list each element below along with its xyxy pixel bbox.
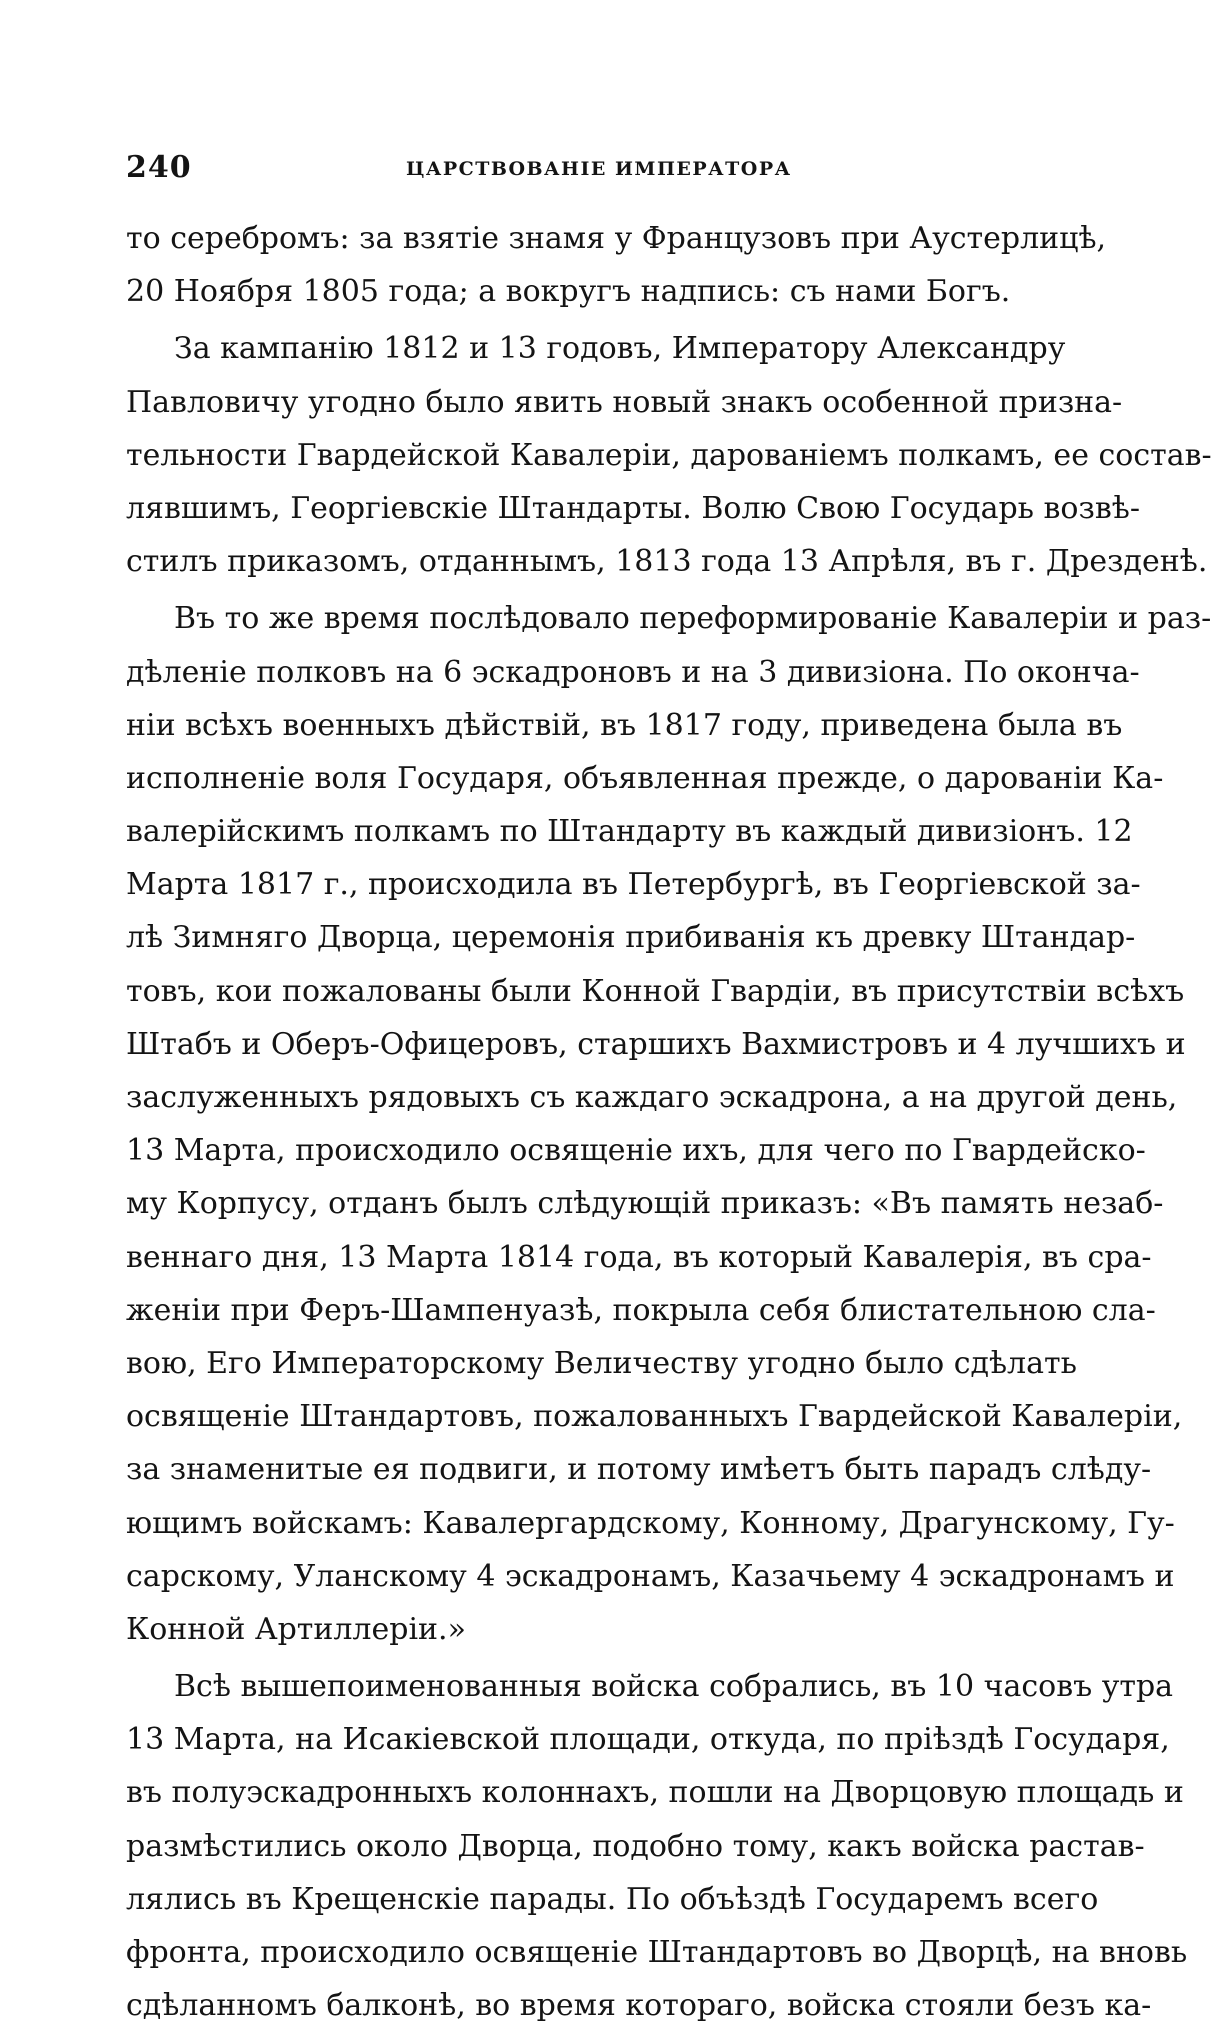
text-line: освященіе Штандартовъ, пожалованныхъ Гвардейской Кавалеріи, xyxy=(126,1399,1183,1435)
text-line: заслуженныхъ рядовыхъ съ каждаго эскадрона, а на другой день, xyxy=(126,1080,1178,1115)
text-line: товъ, кои пожалованы были Конной Гвардіи, въ присутствіи всѣхъ xyxy=(126,973,1185,1009)
text-line: сарскому, Уланскому 4 эскадронамъ, Казачьему 4 эскадронамъ и xyxy=(126,1558,1175,1594)
body-text xyxy=(126,212,1212,2032)
paragraph-start-line: За кампанію 1812 и 13 годовъ, Императору Александру xyxy=(174,331,1066,367)
text-line: Штабъ и Оберъ-Офицеровъ, старшихъ Вахмистровъ и 4 лучшихъ и xyxy=(126,1026,1186,1062)
text-line: стилъ приказомъ, отданнымъ, 1813 года 13 Апрѣля, въ г. Дрезденѣ. xyxy=(126,544,1208,580)
paragraph-start-line: Въ то же время послѣдовало переформированіе Кавалеріи и раз- xyxy=(174,601,1212,637)
text-line: размѣстились около Дворца, подобно тому, какъ войска растав- xyxy=(126,1828,1145,1864)
text-line: 20 Ноября 1805 года; а вокругъ надпись: съ нами Богъ. xyxy=(126,274,1011,310)
text-line: лялись въ Крещенскіе парады. По объѣздѣ Государемъ всего xyxy=(126,1881,1099,1917)
text-line: му Корпусу, отданъ былъ слѣдующій приказъ: «Въ память незаб- xyxy=(126,1186,1164,1222)
text-line: дѣленіе полковъ на 6 эскадроновъ и на 3 дивизіона. По оконча- xyxy=(126,654,1140,690)
page-header xyxy=(126,150,1046,190)
text-line: 13 Марта, происходило освященіе ихъ, для чего по Гвардейско- xyxy=(126,1133,1146,1169)
text-line: женіи при Феръ-Шампенуазѣ, покрыла себя блистательною сла- xyxy=(126,1292,1156,1328)
text-line: лѣ Зимняго Дворца, церемонія прибиванія къ древку Штандар- xyxy=(126,920,1136,956)
text-line: исполненіе воля Государя, объявленная прежде, о дарованіи Ка- xyxy=(126,760,1164,796)
text-line: веннаго дня, 13 Марта 1814 года, въ который Кавалерія, въ сра- xyxy=(126,1239,1152,1275)
text-line: Конной Артиллеріи.» xyxy=(126,1611,466,1647)
text-line: Марта 1817 г., происходила въ Петербургѣ, въ Георгіевской за- xyxy=(126,867,1141,903)
text-line: ніи всѣхъ военныхъ дѣйствій, въ 1817 году, приведена была въ xyxy=(126,707,1123,743)
text-line: лявшимъ, Георгіевскіе Штандарты. Волю Свою Государь возвѣ- xyxy=(126,490,1140,526)
text-line: вою, Его Императорскому Величеству угодно было сдѣлать xyxy=(126,1345,1077,1381)
paragraph-start-line: Всѣ вышепоименованныя войска собрались, въ 10 часовъ утра xyxy=(174,1669,1174,1705)
text-line: Павловичу угодно было явить новый знакъ особенной призна- xyxy=(126,384,1123,420)
page-number: 240 xyxy=(126,150,192,185)
text-line: за знаменитые ея подвиги, и потому имѣетъ быть парадъ слѣду- xyxy=(126,1452,1152,1488)
text-line: ющимъ войскамъ: Кавалергардскому, Конному, Драгунскому, Гу- xyxy=(126,1505,1175,1541)
text-line: валерійскимъ полкамъ по Штандарту въ каждый дивизіонъ. 12 xyxy=(126,814,1133,850)
text-line: въ полуэскадронныхъ колоннахъ, пошли на Дворцовую площадь и xyxy=(126,1775,1184,1811)
text-line: фронта, происходило освященіе Штандартовъ во Дворцѣ, на вновь xyxy=(126,1935,1188,1970)
text-line: тельности Гвардейской Кавалеріи, дарованіемъ полкамъ, ее состав- xyxy=(126,437,1212,473)
text-line: то серебромъ: за взятіе знамя у Французовъ при Аустерлицѣ, xyxy=(126,221,1107,256)
text-line: сдѣланномъ балконѣ, во время котораго, войска стояли безъ ка- xyxy=(126,1988,1152,2024)
running-title: ЦАРСТВОВАНІЕ ИМПЕРАТОРА xyxy=(406,158,792,180)
text-line: 13 Марта, на Исакіевской площади, откуда, по пріѣздѣ Государя, xyxy=(126,1722,1170,1758)
